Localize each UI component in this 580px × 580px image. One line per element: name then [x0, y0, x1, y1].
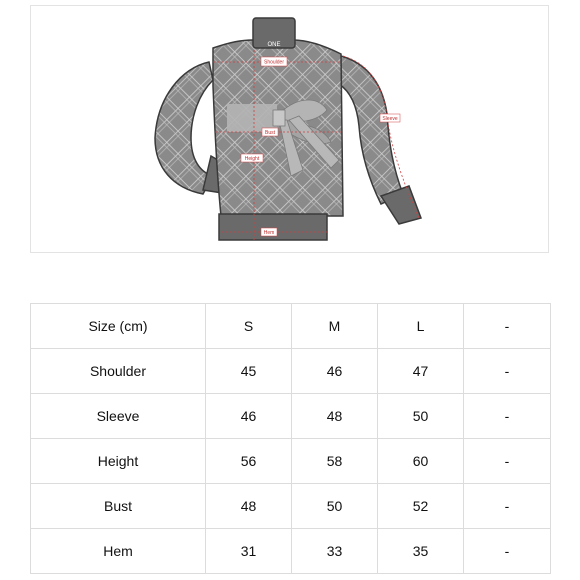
header-cell: S — [206, 304, 292, 349]
hem-label: Hem — [263, 230, 275, 236]
table-row — [31, 349, 551, 394]
table-cell: 50 — [378, 394, 464, 439]
table-cell: 60 — [378, 439, 464, 484]
table-row — [31, 484, 551, 529]
table-row — [31, 394, 551, 439]
height-label: Height — [244, 156, 260, 162]
row-label: Shoulder — [31, 349, 206, 394]
collar-logo: ONE — [267, 42, 281, 48]
table-cell: 56 — [206, 439, 292, 484]
table-cell: 33 — [292, 529, 378, 574]
table-cell: 47 — [378, 349, 464, 394]
table-row — [31, 529, 551, 574]
table-cell: 58 — [292, 439, 378, 484]
table-cell: 48 — [206, 484, 292, 529]
header-cell: Size (cm) — [31, 304, 206, 349]
table-cell: 45 — [206, 349, 292, 394]
row-label: Hem — [31, 529, 206, 574]
table-cell: - — [464, 439, 551, 484]
sweater-diagram — [31, 6, 550, 254]
table-cell: 48 — [292, 394, 378, 439]
table-cell: 50 — [292, 484, 378, 529]
table-cell: 46 — [292, 349, 378, 394]
bust-label: Bust — [264, 130, 276, 136]
header-cell: M — [292, 304, 378, 349]
table-cell: 31 — [206, 529, 292, 574]
size-chart-table — [30, 303, 551, 574]
table-cell: - — [464, 394, 551, 439]
right-sleeve — [339, 56, 403, 204]
table-cell: 46 — [206, 394, 292, 439]
shoulder-label: Shoulder — [263, 59, 285, 66]
size-diagram-panel — [30, 5, 549, 253]
header-cell: - — [464, 304, 551, 349]
header-cell: L — [378, 304, 464, 349]
table-cell: 35 — [378, 529, 464, 574]
table-row — [31, 439, 551, 484]
table-cell: - — [464, 484, 551, 529]
table-cell: - — [464, 349, 551, 394]
table-cell: - — [464, 529, 551, 574]
left-sleeve — [155, 62, 213, 194]
sleeve-label: Sleeve — [382, 116, 398, 122]
row-label: Height — [31, 439, 206, 484]
table-cell: 52 — [378, 484, 464, 529]
row-label: Sleeve — [31, 394, 206, 439]
table-header-row — [31, 304, 551, 349]
row-label: Bust — [31, 484, 206, 529]
